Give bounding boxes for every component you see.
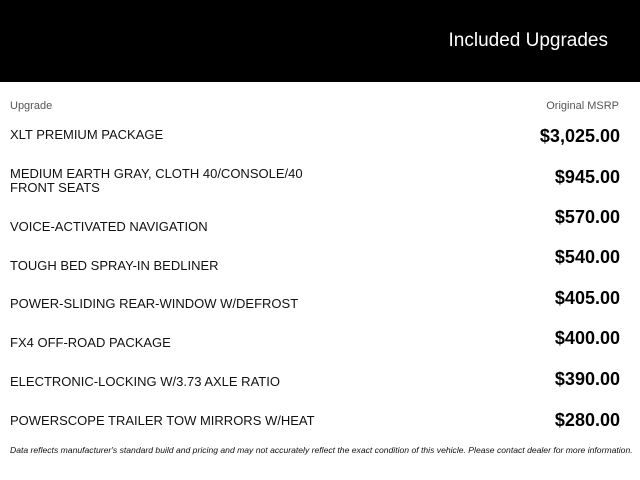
upgrade-price: $540.00	[554, 247, 620, 267]
upgrade-name: XLT PREMIUM PACKAGE	[10, 127, 164, 142]
upgrade-name: TOUGH BED SPRAY-IN BEDLINER	[10, 258, 219, 273]
page-title: Included Upgrades	[448, 30, 608, 51]
upgrade-row	[0, 128, 640, 168]
upgrade-price: $405.00	[554, 288, 620, 308]
disclaimer-text: Data reflects manufacturer's standard build and pricing and may not accurately reflect the exact condition of this vehicle. Please contact dealer for more information.	[10, 445, 633, 455]
upgrade-row	[0, 323, 640, 363]
upgrade-row	[0, 362, 640, 402]
upgrade-name: MEDIUM EARTH GRAY, CLOTH 40/CONSOLE/40 FRONT SEATS	[10, 166, 303, 195]
upgrade-price: $390.00	[554, 369, 620, 389]
upgrade-row	[0, 206, 640, 246]
upgrade-row	[0, 401, 640, 441]
header-bar	[0, 0, 640, 82]
upgrade-name: POWERSCOPE TRAILER TOW MIRRORS W/HEAT	[10, 413, 315, 428]
upgrade-name: FX4 OFF-ROAD PACKAGE	[10, 335, 171, 350]
column-header-upgrade: Upgrade	[10, 100, 53, 112]
upgrade-price: $570.00	[554, 207, 620, 227]
upgrade-price: $280.00	[554, 410, 620, 430]
upgrade-row	[0, 167, 640, 207]
upgrade-row	[0, 245, 640, 285]
upgrade-price: $945.00	[554, 167, 620, 187]
upgrade-price: $3,025.00	[539, 126, 620, 146]
upgrade-name: VOICE-ACTIVATED NAVIGATION	[10, 219, 208, 234]
upgrade-price: $400.00	[554, 328, 620, 348]
upgrade-row	[0, 284, 640, 324]
column-header-msrp: Original MSRP	[546, 100, 619, 112]
upgrade-name: POWER-SLIDING REAR-WINDOW W/DEFROST	[10, 296, 299, 311]
upgrade-name: ELECTRONIC-LOCKING W/3.73 AXLE RATIO	[10, 374, 280, 389]
